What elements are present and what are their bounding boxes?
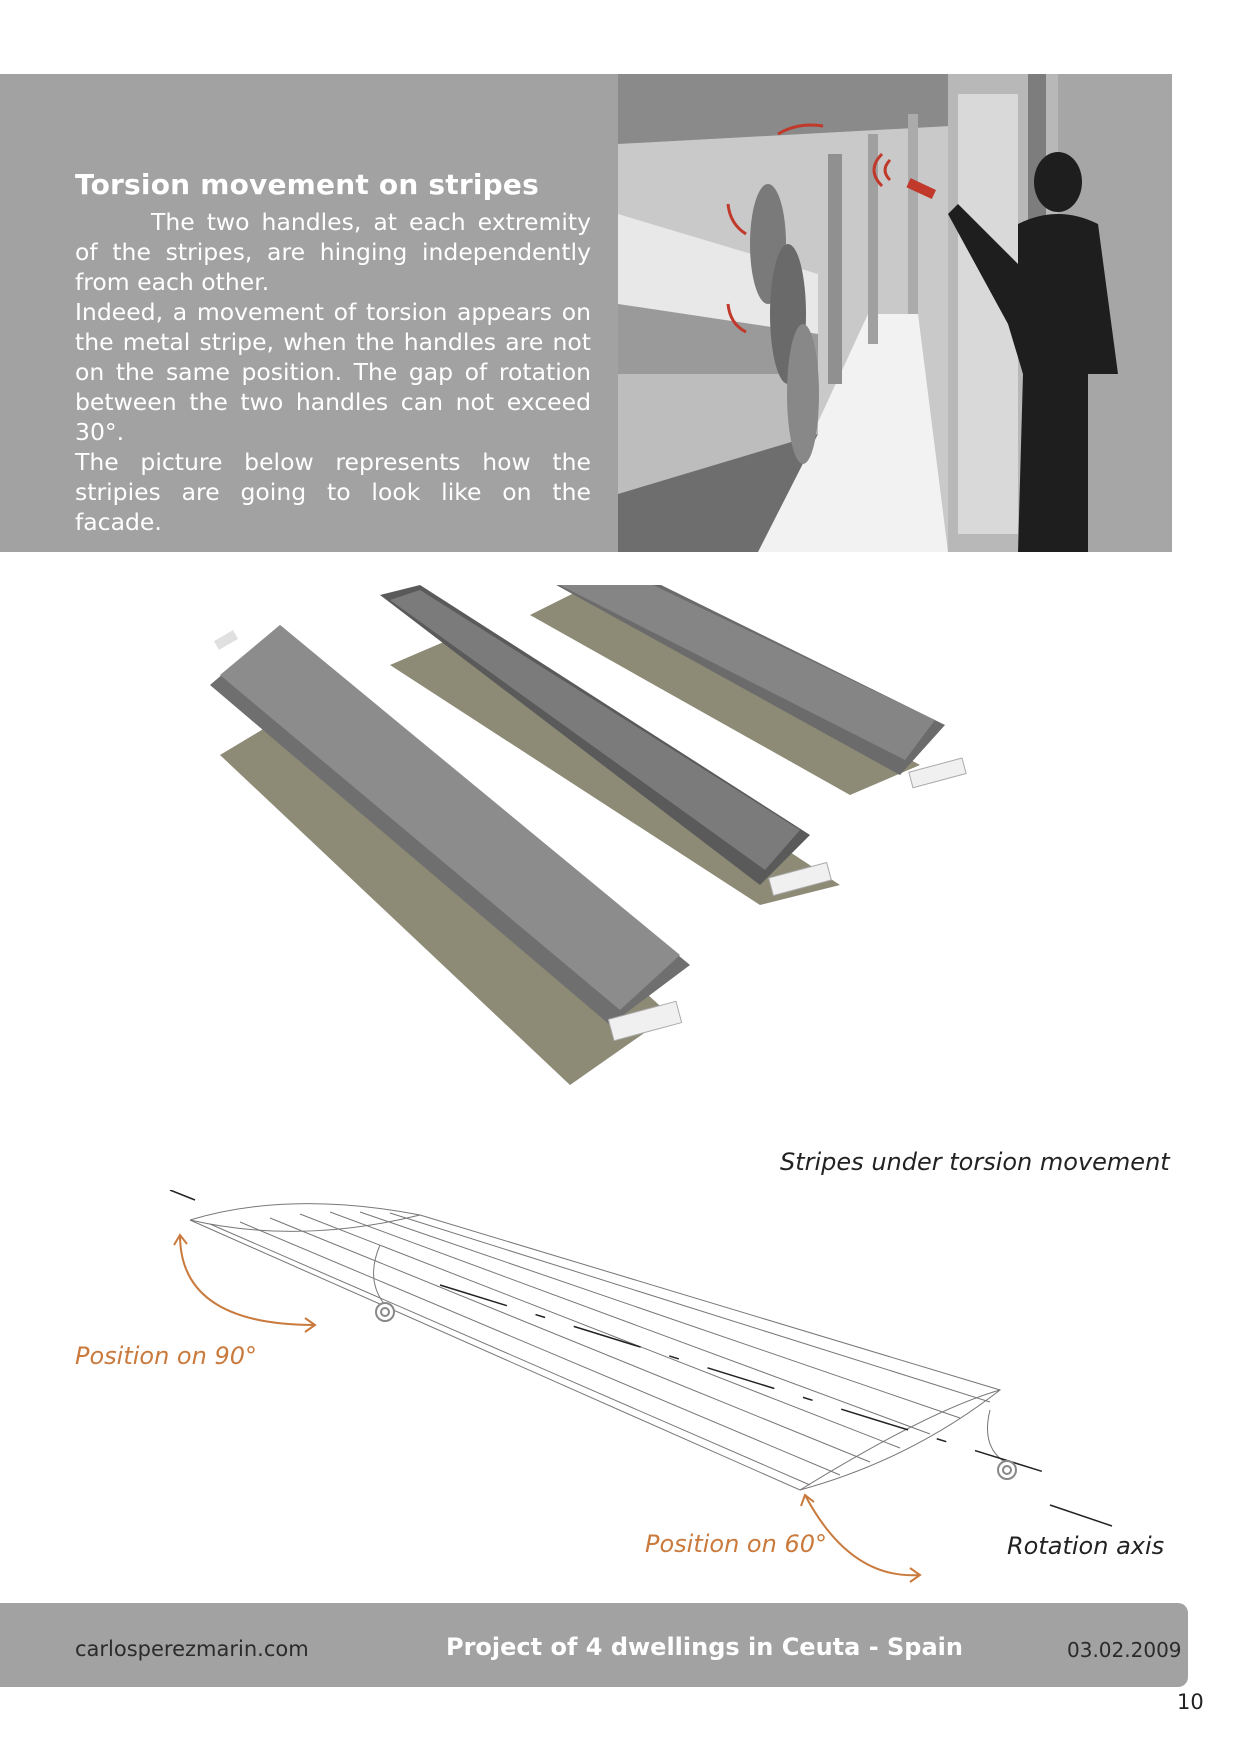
corridor-render-image: [618, 74, 1172, 552]
footer-date: 03.02.2009: [1067, 1638, 1182, 1662]
page-number: 10: [1177, 1690, 1204, 1714]
render-caption: Stripes under torsion movement: [780, 1148, 1170, 1176]
paragraph-picture: The picture below represents how the stripies are going to look like on the facade.: [75, 448, 591, 536]
section-title: Torsion movement on stripes: [75, 168, 539, 201]
header-text-block: [75, 168, 591, 537]
label-position-60: Position on 60°: [645, 1530, 827, 1558]
stripes-torsion-render: [200, 585, 1120, 1185]
label-rotation-axis: Rotation axis: [1007, 1532, 1165, 1560]
footer-project-title: Project of 4 dwellings in Ceuta - Spain: [446, 1633, 963, 1661]
paragraph-torsion: Indeed, a movement of torsion appears on the metal stripe, when the handles are not on the same position. The gap of rotation between the two handles can not exceed 30°.: [75, 298, 591, 446]
paragraph-handles: The two handles, at each extremity of the stripes, are hinging independently from each other.: [75, 208, 591, 296]
footer-website: carlosperezmarin.com: [75, 1637, 309, 1661]
label-position-90: Position on 90°: [75, 1342, 257, 1370]
